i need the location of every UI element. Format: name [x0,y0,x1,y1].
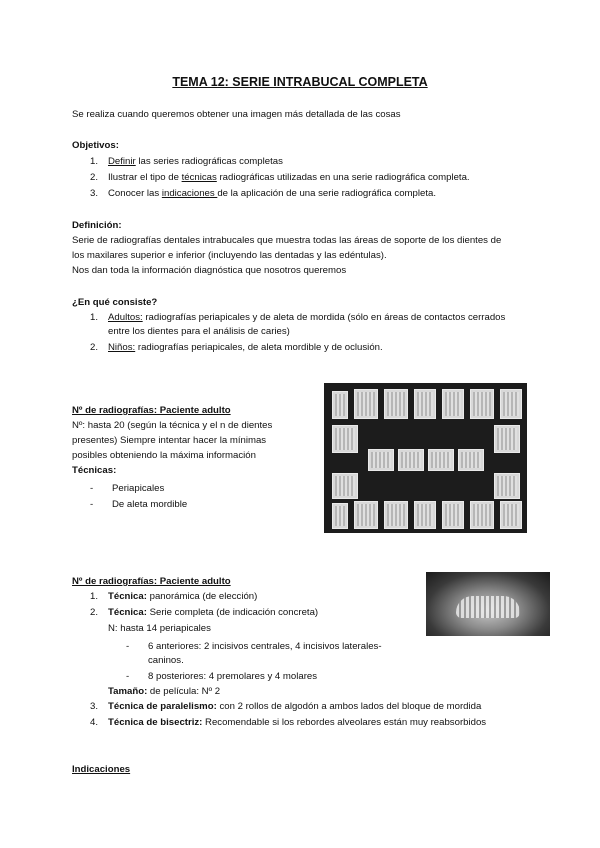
adulto2-sub-2: - 8 posteriores: 4 premolares y 4 molares [126,671,318,682]
adulto2-n-line: N: hasta 14 periapicales [108,623,211,634]
adulto1-heading: Nº de radiografías: Paciente adulto [72,405,231,416]
objetivo-item-3: 3. Conocer las indicaciones de la aplicación de una serie radiográfica completa. [90,188,436,199]
consiste-item-2: 2. Niños: radiografías periapicales, de aleta mordible y de oclusión. [90,342,383,353]
objetivo-item-2: 2. Ilustrar el tipo de técnicas radiográficas utilizadas en una serie radiográfica completa. [90,172,470,183]
adulto2-heading: Nº de radiografías: Paciente adulto [72,576,231,587]
adulto1-line-2: presentes) Siempre intentar hacer la mínimas [72,435,267,446]
consiste-item-1-cont: entre los dientes para el análisis de caries) [108,326,290,337]
adulto1-line-3: posibles obteniendo la máxima información [72,450,256,461]
adulto2-tamano: Tamaño: de película: Nº 2 [108,686,221,697]
consiste-item-1: 1. Adultos: radiografías periapicales y de aleta de mordida (sólo en áreas de contactos cerrados [90,312,506,323]
adulto2-item-2: 2. Técnica: Serie completa (de indicación concreta) [90,607,319,618]
tecnica-item-periapicales: - Periapicales [90,483,165,494]
adulto2-item-4: 4. Técnica de bisectriz: Recomendable si los rebordes alveolares están muy reabsorbidos [90,717,487,728]
adulto2-sub-1-cont: caninos. [148,655,184,666]
tecnica-item-aleta: - De aleta mordible [90,499,188,510]
adulto2-item-1: 1. Técnica: panorámica (de elección) [90,591,258,602]
definicion-line-3: Nos dan toda la información diagnóstica que nosotros queremos [72,265,347,276]
indicaciones-heading: Indicaciones [72,764,131,775]
adulto1-line-1: Nº: hasta 20 (según la técnica y el n de dientes [72,420,273,431]
definicion-line-1: Serie de radiografías dentales intrabucales que muestra todas las áreas de soporte de los dientes de [72,235,502,246]
consiste-heading: ¿En qué consiste? [72,297,158,308]
definicion-heading: Definición: [72,220,122,231]
intro-text: Se realiza cuando queremos obtener una imagen más detallada de las cosas [72,109,401,120]
adulto2-item-3: 3. Técnica de paralelismo: con 2 rollos de algodón a ambos lados del bloque de mordida [90,701,482,712]
tecnicas-label: Técnicas: [72,465,117,476]
page-title: TEMA 12: SERIE INTRABUCAL COMPLETA [172,75,428,89]
definicion-line-2: los maxilares superior e inferior (incluyendo las dentadas y las edéntulas). [72,250,387,261]
adulto2-sub-1: - 6 anteriores: 2 incisivos centrales, 4 incisivos laterales- [126,641,382,652]
objetivos-heading: Objetivos: [72,140,119,151]
full-mouth-xray-series-image [324,383,527,533]
panoramic-xray-image [426,572,550,636]
objetivo-item-1: 1. Definir las series radiográficas completas [90,156,283,167]
